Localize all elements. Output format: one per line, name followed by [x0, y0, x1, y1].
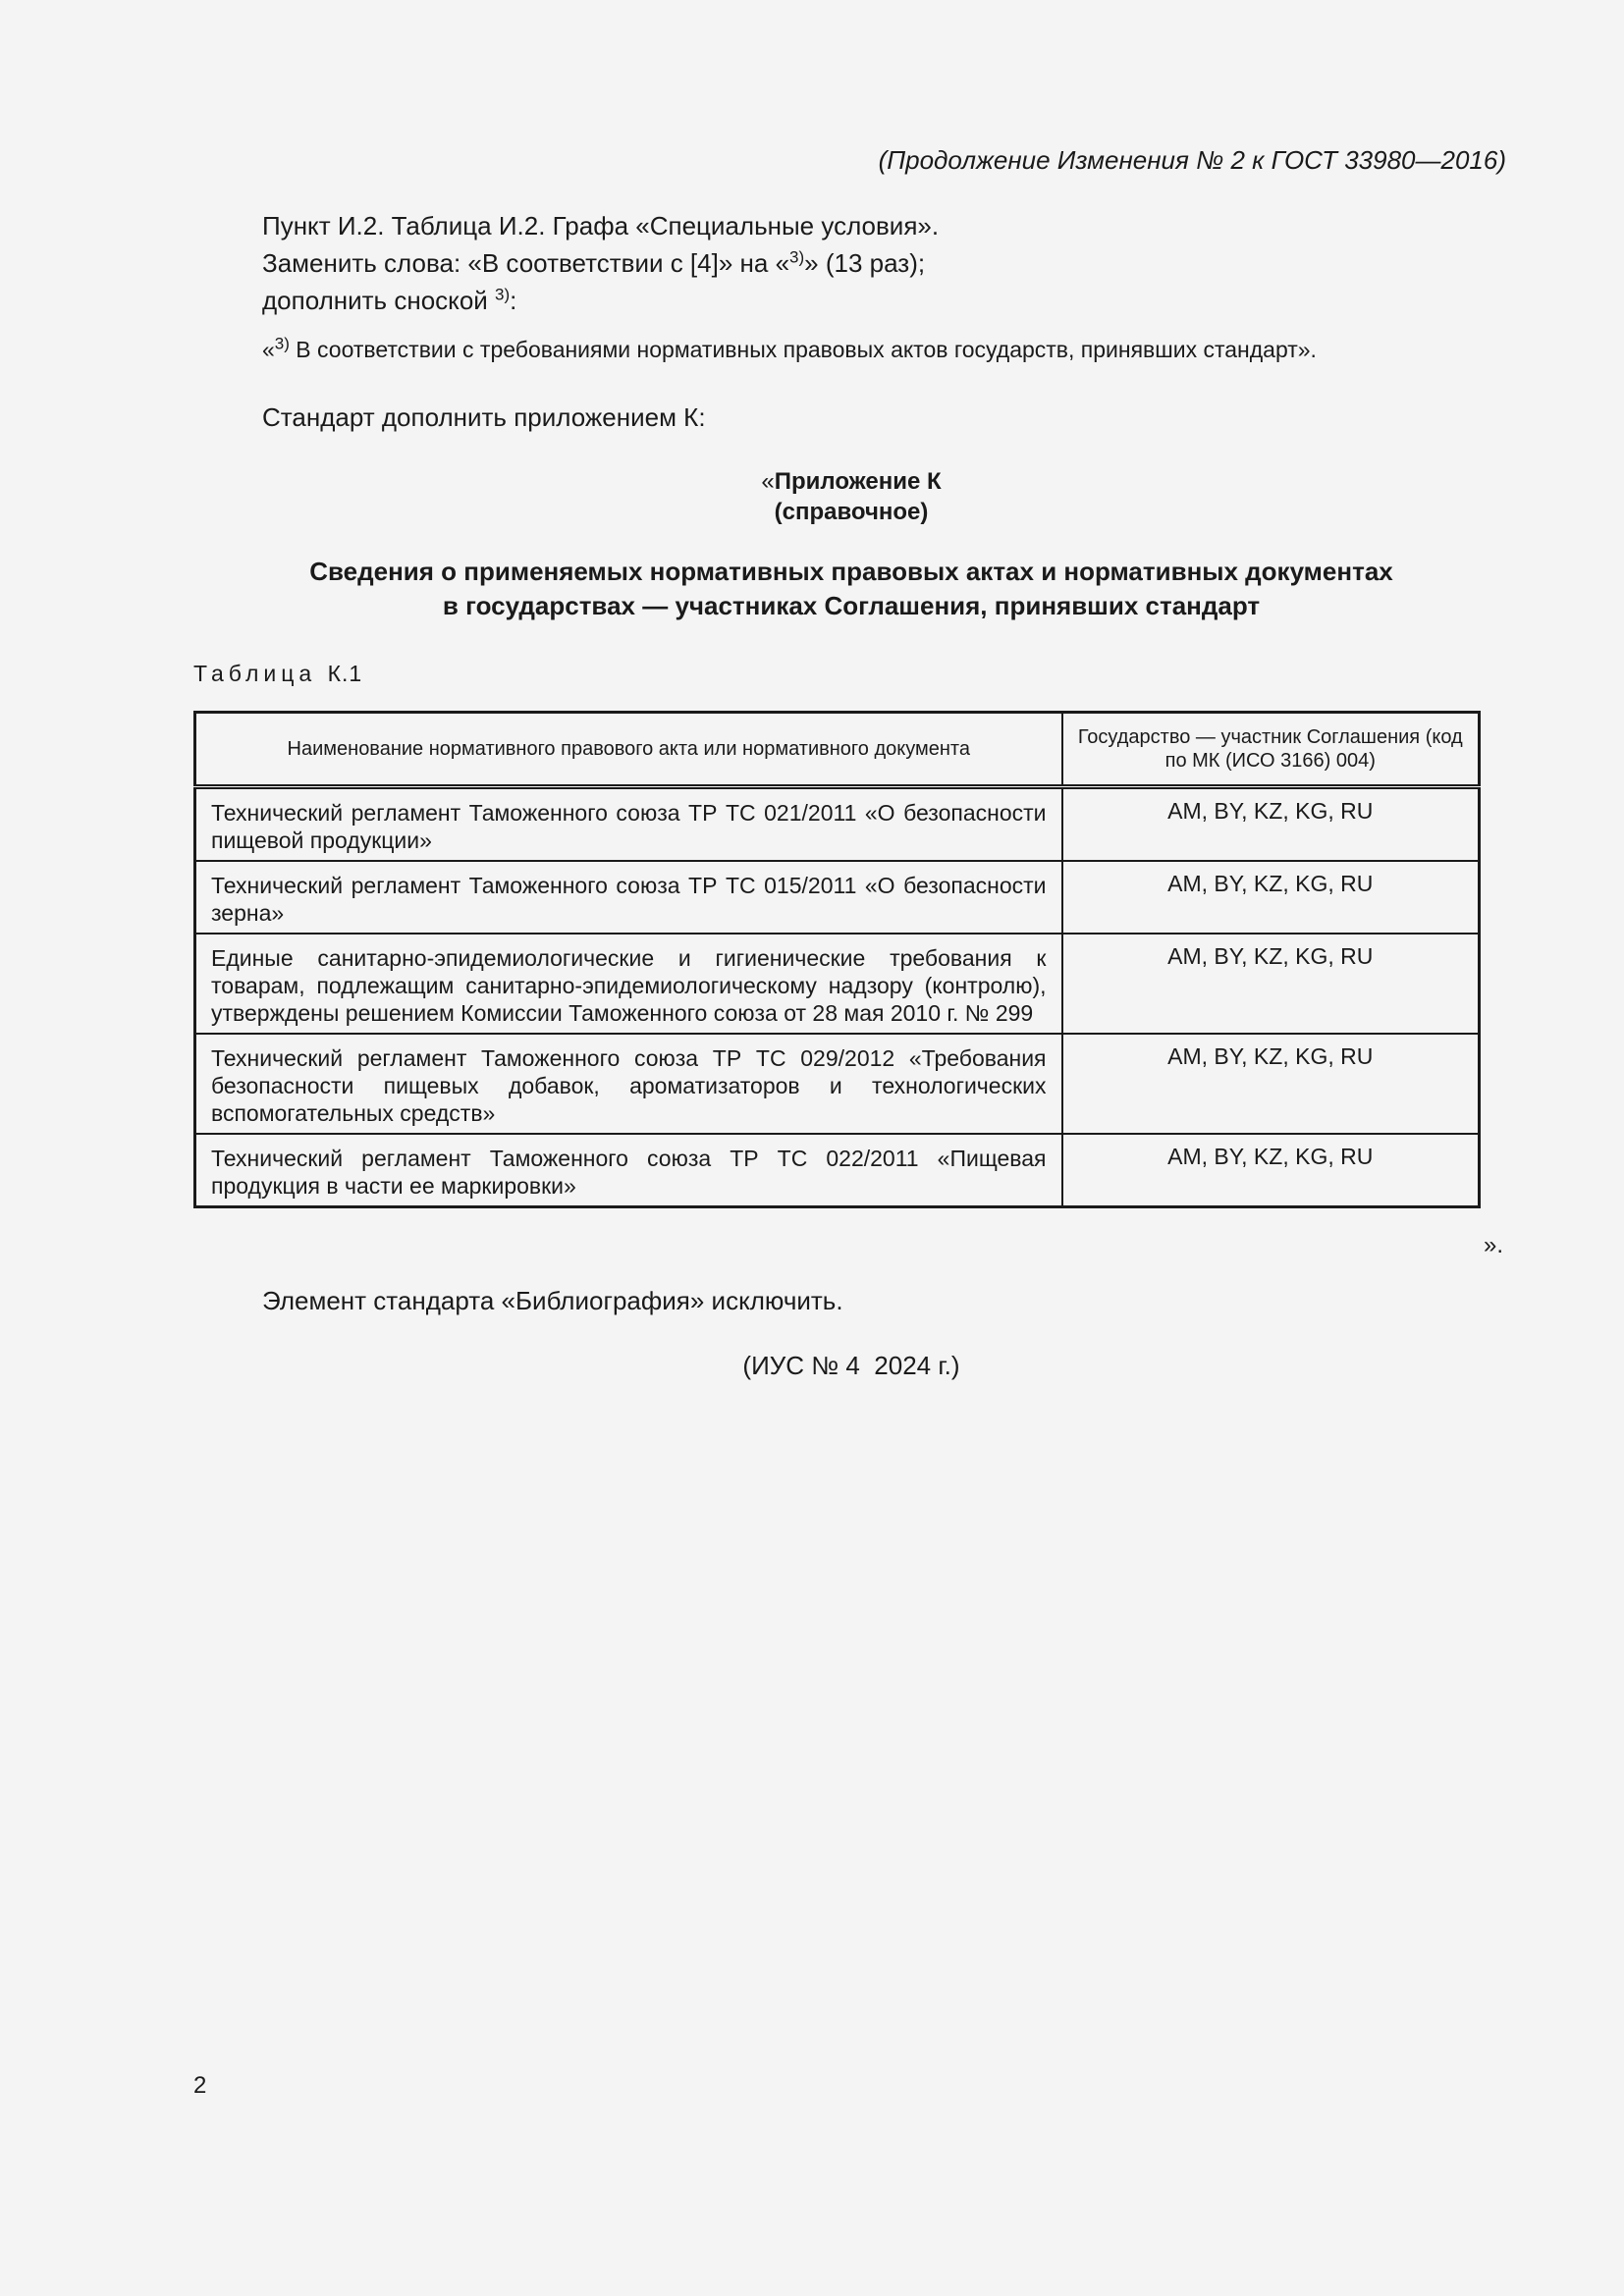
instruction-line-2-text: Заменить слова: «В соответствии с [4]» на « — [262, 248, 790, 278]
footnote-marker: 3) — [274, 334, 290, 353]
states-cell: AM, BY, KZ, KG, RU — [1062, 1134, 1480, 1207]
annex-close-quote: ». — [1484, 1232, 1504, 1258]
column-header-states: Государство — участник Соглашения (код по МК (ИСО 3166) 004) — [1062, 713, 1480, 787]
states-cell: AM, BY, KZ, KG, RU — [1062, 934, 1480, 1034]
page-number: 2 — [193, 2072, 207, 2099]
annex-title — [0, 466, 1624, 527]
bibliography-exclusion-text: Элемент стандарта «Библиография» исключить. — [262, 1286, 843, 1315]
regulations-table — [193, 711, 1481, 1208]
states-cell: AM, BY, KZ, KG, RU — [1062, 787, 1480, 862]
annex-name: Приложение К — [774, 468, 942, 495]
annex-status: (справочное) — [774, 499, 929, 525]
document-name-cell: Технический регламент Таможенного союза ТР ТС 022/2011 «Пищевая продукция в части ее маркировки» — [195, 1134, 1062, 1207]
annex-addition-text: Стандарт дополнить приложением К: — [262, 402, 706, 432]
section-heading-line-2: в государствах — участниках Соглашения, принявших стандарт — [442, 591, 1261, 620]
table-row — [195, 1034, 1480, 1134]
column-header-document: Наименование нормативного правового акта или нормативного документа — [195, 713, 1062, 787]
table-header-row — [195, 713, 1480, 787]
annex-open-quote: « — [761, 468, 775, 495]
instruction-line-1: Пункт И.2. Таблица И.2. Графа «Специальные условия». — [262, 211, 940, 240]
document-name-cell: Единые санитарно-эпидемиологические и гигиенические требования к товарам, подлежащим санитарно-эпидемиологическому надзору (контролю), утверждены решением Комиссии Таможенного союза от 28 мая 2010 г. № 299 — [195, 934, 1062, 1034]
footnote-body: В соответствии с требованиями нормативных правовых актов государств, принявших стандарт». — [289, 337, 1317, 362]
table-row — [195, 787, 1480, 862]
table-row — [195, 934, 1480, 1034]
table-row — [195, 1134, 1480, 1207]
table-body — [195, 787, 1480, 1207]
footnote-text — [262, 334, 1317, 363]
section-heading — [0, 555, 1624, 623]
table-caption-label: Таблица — [193, 661, 317, 686]
instruction-line-3-text: дополнить сноской — [262, 286, 496, 315]
instruction-line-3-end: : — [510, 286, 517, 315]
instruction-line-2-end: » (13 раз); — [804, 248, 926, 278]
footnote-marker: 3) — [495, 285, 511, 304]
footnote-marker: 3) — [789, 247, 805, 267]
table-header — [195, 713, 1480, 787]
document-name-cell: Технический регламент Таможенного союза ТР ТС 029/2012 «Требования безопасности пищевых добавок, ароматизаторов и технологических вспомогательных средств» — [195, 1034, 1062, 1134]
table-caption-number: К.1 — [327, 661, 363, 686]
states-cell: AM, BY, KZ, KG, RU — [1062, 861, 1480, 934]
ius-reference: (ИУС № 4 2024 г.) — [742, 1351, 960, 1380]
instruction-line-2 — [262, 244, 939, 282]
footnote-open-quote: « — [262, 337, 275, 362]
instruction-paragraph — [262, 207, 939, 319]
instruction-line-3 — [262, 282, 939, 319]
document-name-cell: Технический регламент Таможенного союза ТР ТС 015/2011 «О безопасности зерна» — [195, 861, 1062, 934]
states-cell: AM, BY, KZ, KG, RU — [1062, 1034, 1480, 1134]
annex-title-line — [0, 466, 1624, 497]
continuation-header: (Продолжение Изменения № 2 к ГОСТ 33980—2016) — [878, 145, 1506, 175]
document-name-cell: Технический регламент Таможенного союза ТР ТС 021/2011 «О безопасности пищевой продукции» — [195, 787, 1062, 862]
table-row — [195, 861, 1480, 934]
table-caption — [193, 661, 362, 687]
section-heading-line-1: Сведения о применяемых нормативных правовых актах и нормативных документах — [309, 557, 1393, 586]
